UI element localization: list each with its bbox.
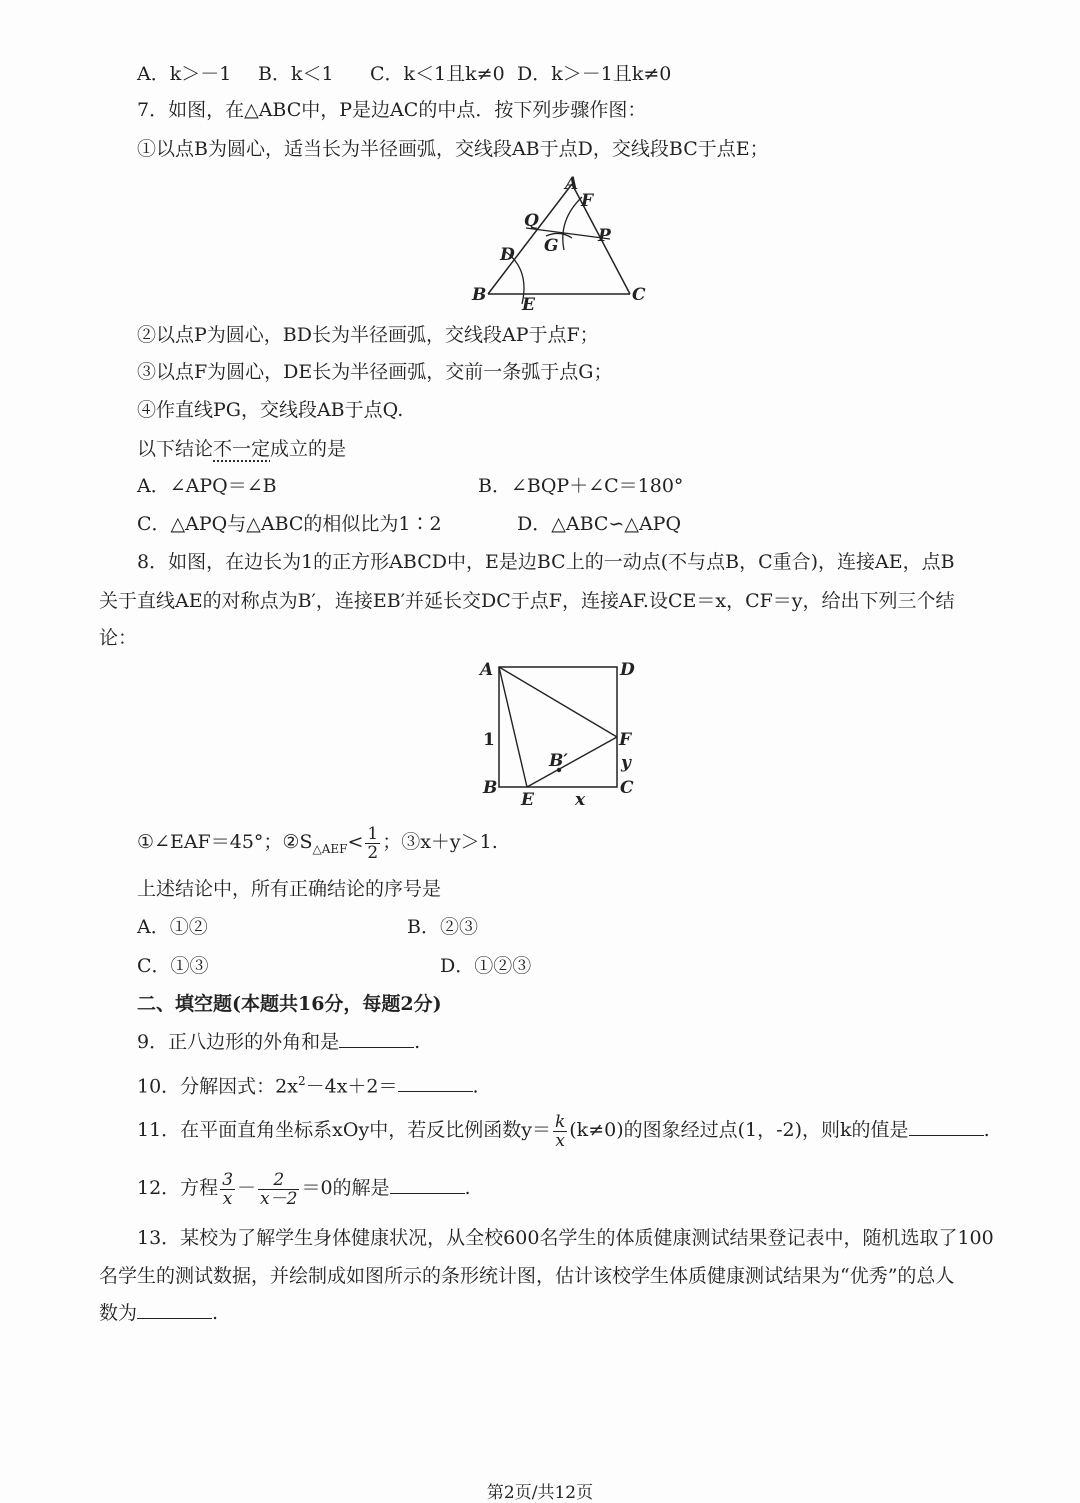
q6-option-c: C．k＜1且k≠0 (370, 63, 505, 85)
label-b: B (472, 285, 487, 305)
label-side: 1 (483, 730, 495, 750)
segment-ab (488, 184, 572, 294)
q10-pre: 10．分解因式：2x (137, 1075, 298, 1098)
q8-option-a: A．①② (137, 916, 208, 938)
q7-step4: ④作直线PG，交线段AB于点Q. (137, 399, 404, 421)
section2-title: 二、填空题(本题共16分，每题2分) (137, 993, 442, 1015)
q7-option-b: B．∠BQP＋∠C＝180° (478, 475, 684, 497)
label-p: P (598, 226, 611, 246)
q9-text: 9．正八边形的外角和是 (137, 1031, 340, 1053)
q11-end: . (983, 1119, 990, 1141)
q12 (137, 1166, 471, 1210)
q8-option-c: C．①③ (137, 955, 209, 977)
q13-line3: 数为 (99, 1302, 138, 1324)
q9-end: . (414, 1031, 421, 1053)
q8-conclusion-2-rel: < (347, 831, 364, 853)
q8-fraction-den: 2 (367, 842, 379, 863)
q12-den2: x－2 (260, 1188, 298, 1209)
q7-option-a: A．∠APQ＝∠B (137, 475, 277, 497)
q12-answer-blank (390, 1175, 465, 1194)
q7-question-pre: 以下结论 (137, 438, 214, 460)
label-a: A (565, 174, 579, 194)
q8-option-d: D．①②③ (440, 955, 532, 977)
q9 (137, 1029, 420, 1055)
label-x: x (575, 790, 586, 810)
q8-stem-line2: 关于直线AE的对称点为B′，连接EB′并延长交DC于点F，连接AF.设CE＝x，CF＝y，给出下列三个结 (99, 590, 955, 612)
label-f: F (581, 191, 594, 211)
q8-question: 上述结论中，所有正确结论的序号是 (137, 878, 442, 900)
segment-af (499, 667, 617, 737)
label-b-prime: B′ (549, 751, 568, 771)
q13-line3-wrap (99, 1300, 218, 1326)
q8-stem-line3: 论： (99, 627, 138, 649)
q7-stem: 7．如图，在△ABC中，P是边AC的中点．按下列步骤作图： (137, 99, 647, 121)
q8-conclusion-2-post: ； (382, 831, 402, 853)
q11-pre: 11．在平面直角坐标系xOy中，若反比例函数y＝ (137, 1119, 551, 1141)
q12-post: ＝0的解是 (301, 1177, 390, 1199)
q8-square-figure (475, 655, 645, 815)
label-c: C (632, 285, 646, 305)
q7-step1: ①以点B为圆心，适当长为半径画弧，交线段AB于点D，交线段BC于点E； (137, 138, 769, 160)
q7-question (137, 436, 346, 462)
q7-option-c: C．△APQ与△ABC的相似比为1∶2 (137, 513, 442, 535)
q7-triangle-figure (460, 170, 660, 315)
q10-sup: 2 (297, 1074, 306, 1088)
q6-option-b: B．k＜1 (258, 63, 334, 85)
q13-line2: 名学生的测试数据，并绘制成如图所示的条形统计图，估计该校学生体质健康测试结果为“优秀”的总人 (99, 1265, 955, 1287)
q7-question-emph: 不一定 (213, 438, 271, 460)
q10-answer-blank (398, 1073, 473, 1092)
q7-option-d: D．△ABC∽△APQ (517, 513, 682, 535)
label-e: E (521, 790, 534, 810)
q11-answer-blank (909, 1117, 984, 1136)
q12-fraction-1 (220, 1171, 235, 1208)
q11 (137, 1108, 990, 1152)
label-a: A (480, 660, 494, 680)
q11-den: x (555, 1130, 565, 1151)
q6-option-a: A．k＞－1 (137, 63, 232, 85)
q13-answer-blank (137, 1300, 212, 1319)
label-q: Q (524, 211, 539, 231)
label-e: E (522, 295, 535, 315)
q13-line1: 13．某校为了解学生身体健康状况，从全校600名学生的体质健康测试结果登记表中，随机选取了100 (137, 1227, 994, 1249)
q7-step3: ③以点F为圆心，DE长为半径画弧，交前一条弧于点G； (137, 361, 613, 383)
q6-option-d: D．k＞－1且k≠0 (517, 63, 672, 85)
q12-den1: x (222, 1188, 233, 1209)
q11-num: k (554, 1111, 566, 1132)
label-c: C (620, 778, 634, 798)
segment-ef (527, 737, 617, 787)
segment-ae (499, 667, 527, 787)
label-g: G (544, 236, 559, 256)
q13-end: . (212, 1302, 219, 1324)
q12-fraction-2 (258, 1171, 299, 1208)
q10 (137, 1068, 479, 1099)
q8-fraction-num: 1 (367, 823, 379, 844)
label-y: y (621, 753, 631, 773)
arc-p (563, 197, 582, 250)
q12-end: . (464, 1177, 471, 1199)
q12-pre: 12．方程 (137, 1177, 219, 1199)
q12-minus: － (237, 1177, 257, 1199)
q11-post: (k≠0)的图象经过点(1，-2)，则k的值是 (569, 1119, 909, 1141)
q11-fraction (553, 1113, 567, 1150)
q10-end: . (472, 1075, 479, 1098)
q8-conclusion-2-pre: ②S (282, 831, 313, 853)
q9-answer-blank (339, 1029, 414, 1048)
q8-conclusion-1: ①∠EAF＝45°； (137, 831, 283, 853)
label-d: D (620, 660, 635, 680)
q7-question-post: 成立的是 (270, 438, 347, 460)
q8-option-b: B．②③ (407, 916, 478, 938)
q12-num1: 3 (222, 1169, 234, 1190)
q12-num2: 2 (258, 1171, 299, 1190)
q8-conclusion-3: ③x＋y＞1. (401, 831, 498, 853)
page-number: 第2页/共12页 (486, 1483, 594, 1503)
q8-stem-line1: 8．如图，在边长为1的正方形ABCD中，E是边BC上的一动点(不与点B，C重合)，连接AE，点B (137, 551, 955, 573)
q10-post: －4x＋2＝ (305, 1075, 398, 1098)
label-b: B (483, 778, 498, 798)
q8-fraction-half (365, 825, 380, 862)
label-f: F (619, 730, 632, 750)
label-d: D (500, 245, 515, 265)
q7-step2: ②以点P为圆心，BD长为半径画弧，交线段AP于点F； (137, 324, 599, 346)
q8-conclusion-2-sub: △AEF (312, 841, 348, 856)
q8-conclusions (137, 822, 498, 869)
